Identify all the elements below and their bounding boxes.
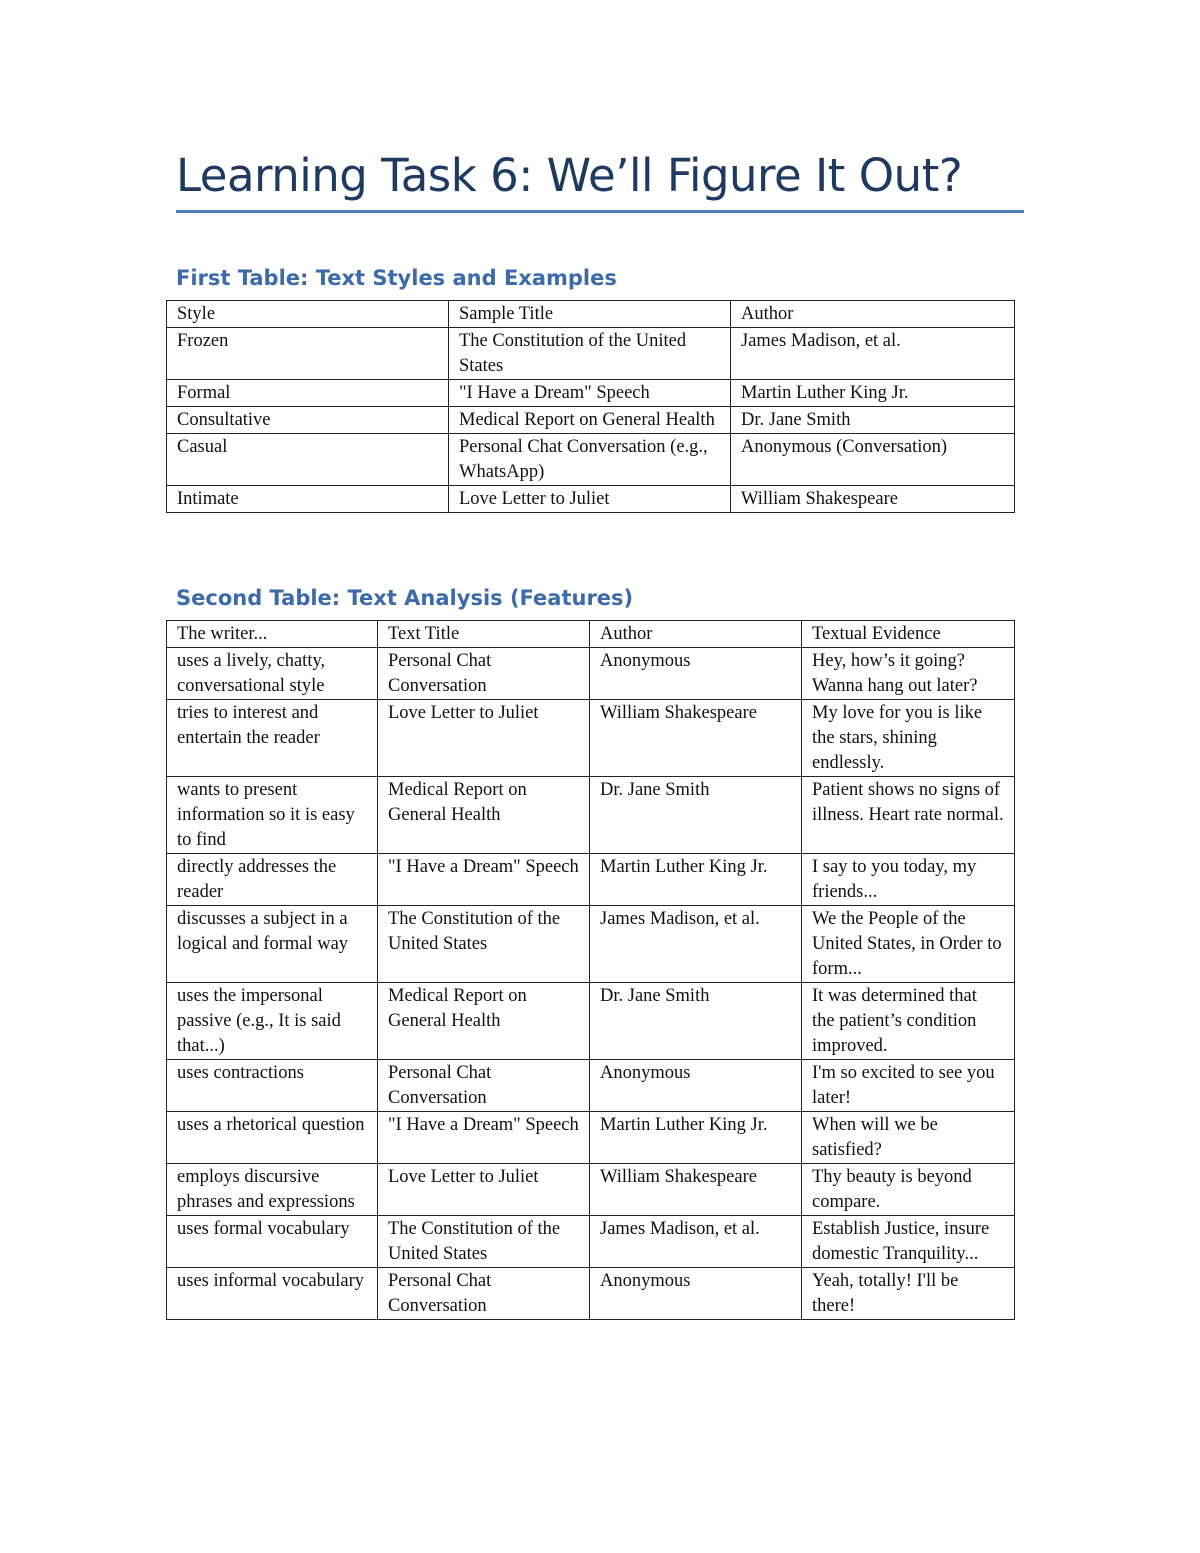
- evidence-cell: Establish Justice, insure domestic Tranquility...: [802, 1216, 1015, 1268]
- page-title: Learning Task 6: We’ll Figure It Out?: [176, 149, 963, 202]
- evidence-cell: Patient shows no signs of illness. Heart rate normal.: [802, 777, 1015, 854]
- table-row: [167, 906, 1015, 983]
- author-cell: Martin Luther King Jr.: [731, 380, 1015, 407]
- text-title-cell: Personal Chat Conversation: [378, 1060, 590, 1112]
- author-cell: Dr. Jane Smith: [590, 983, 802, 1060]
- feature-cell: tries to interest and entertain the reader: [167, 700, 378, 777]
- table-row: [167, 1216, 1015, 1268]
- evidence-cell: Thy beauty is beyond compare.: [802, 1164, 1015, 1216]
- author-cell: Martin Luther King Jr.: [590, 1112, 802, 1164]
- feature-cell: uses informal vocabulary: [167, 1268, 378, 1320]
- feature-cell: wants to present information so it is easy to find: [167, 777, 378, 854]
- text-analysis-table: [166, 620, 1015, 1320]
- second-table-heading: Second Table: Text Analysis (Features): [176, 586, 634, 610]
- text-title-cell: Personal Chat Conversation: [378, 1268, 590, 1320]
- author-cell: Anonymous: [590, 648, 802, 700]
- evidence-cell: It was determined that the patient’s condition improved.: [802, 983, 1015, 1060]
- author-cell: Anonymous: [590, 1268, 802, 1320]
- text-title-cell: Medical Report on General Health: [378, 983, 590, 1060]
- column-header: Text Title: [378, 621, 590, 648]
- text-title-cell: "I Have a Dream" Speech: [378, 854, 590, 906]
- style-cell: Formal: [167, 380, 449, 407]
- feature-cell: employs discursive phrases and expressions: [167, 1164, 378, 1216]
- feature-cell: discusses a subject in a logical and formal way: [167, 906, 378, 983]
- sample-title-cell: "I Have a Dream" Speech: [449, 380, 731, 407]
- text-title-cell: The Constitution of the United States: [378, 906, 590, 983]
- evidence-cell: We the People of the United States, in Order to form...: [802, 906, 1015, 983]
- table-row: [167, 777, 1015, 854]
- author-cell: Anonymous: [590, 1060, 802, 1112]
- author-cell: Anonymous (Conversation): [731, 434, 1015, 486]
- table-row: [167, 328, 1015, 380]
- text-title-cell: The Constitution of the United States: [378, 1216, 590, 1268]
- column-header: Textual Evidence: [802, 621, 1015, 648]
- table-row: [167, 648, 1015, 700]
- sample-title-cell: Personal Chat Conversation (e.g., WhatsApp): [449, 434, 731, 486]
- table-row: [167, 380, 1015, 407]
- first-table-heading: First Table: Text Styles and Examples: [176, 266, 617, 290]
- table-header-row: [167, 621, 1015, 648]
- author-cell: William Shakespeare: [590, 1164, 802, 1216]
- column-header: Author: [731, 301, 1015, 328]
- text-title-cell: Love Letter to Juliet: [378, 700, 590, 777]
- author-cell: James Madison, et al.: [590, 1216, 802, 1268]
- style-cell: Casual: [167, 434, 449, 486]
- title-underline: [176, 210, 1024, 213]
- sample-title-cell: Medical Report on General Health: [449, 407, 731, 434]
- author-cell: William Shakespeare: [731, 486, 1015, 513]
- feature-cell: uses the impersonal passive (e.g., It is said that...): [167, 983, 378, 1060]
- text-title-cell: Medical Report on General Health: [378, 777, 590, 854]
- feature-cell: uses a rhetorical question: [167, 1112, 378, 1164]
- evidence-cell: Hey, how’s it going? Wanna hang out later?: [802, 648, 1015, 700]
- author-cell: James Madison, et al.: [590, 906, 802, 983]
- table-row: [167, 1164, 1015, 1216]
- column-header: The writer...: [167, 621, 378, 648]
- feature-cell: uses formal vocabulary: [167, 1216, 378, 1268]
- column-header: Author: [590, 621, 802, 648]
- table-row: [167, 434, 1015, 486]
- sample-title-cell: Love Letter to Juliet: [449, 486, 731, 513]
- feature-cell: directly addresses the reader: [167, 854, 378, 906]
- text-title-cell: "I Have a Dream" Speech: [378, 1112, 590, 1164]
- author-cell: Martin Luther King Jr.: [590, 854, 802, 906]
- table-row: [167, 407, 1015, 434]
- table-row: [167, 1112, 1015, 1164]
- evidence-cell: My love for you is like the stars, shining endlessly.: [802, 700, 1015, 777]
- column-header: Style: [167, 301, 449, 328]
- style-cell: Consultative: [167, 407, 449, 434]
- author-cell: Dr. Jane Smith: [590, 777, 802, 854]
- table-row: [167, 854, 1015, 906]
- style-cell: Frozen: [167, 328, 449, 380]
- table-row: [167, 983, 1015, 1060]
- author-cell: James Madison, et al.: [731, 328, 1015, 380]
- author-cell: Dr. Jane Smith: [731, 407, 1015, 434]
- text-title-cell: Love Letter to Juliet: [378, 1164, 590, 1216]
- style-cell: Intimate: [167, 486, 449, 513]
- table-row: [167, 486, 1015, 513]
- sample-title-cell: The Constitution of the United States: [449, 328, 731, 380]
- table-row: [167, 700, 1015, 777]
- evidence-cell: I'm so excited to see you later!: [802, 1060, 1015, 1112]
- table-row: [167, 1060, 1015, 1112]
- feature-cell: uses contractions: [167, 1060, 378, 1112]
- evidence-cell: Yeah, totally! I'll be there!: [802, 1268, 1015, 1320]
- table-header-row: [167, 301, 1015, 328]
- text-title-cell: Personal Chat Conversation: [378, 648, 590, 700]
- evidence-cell: I say to you today, my friends...: [802, 854, 1015, 906]
- table-row: [167, 1268, 1015, 1320]
- evidence-cell: When will we be satisfied?: [802, 1112, 1015, 1164]
- text-styles-table: [166, 300, 1015, 513]
- author-cell: William Shakespeare: [590, 700, 802, 777]
- column-header: Sample Title: [449, 301, 731, 328]
- feature-cell: uses a lively, chatty, conversational style: [167, 648, 378, 700]
